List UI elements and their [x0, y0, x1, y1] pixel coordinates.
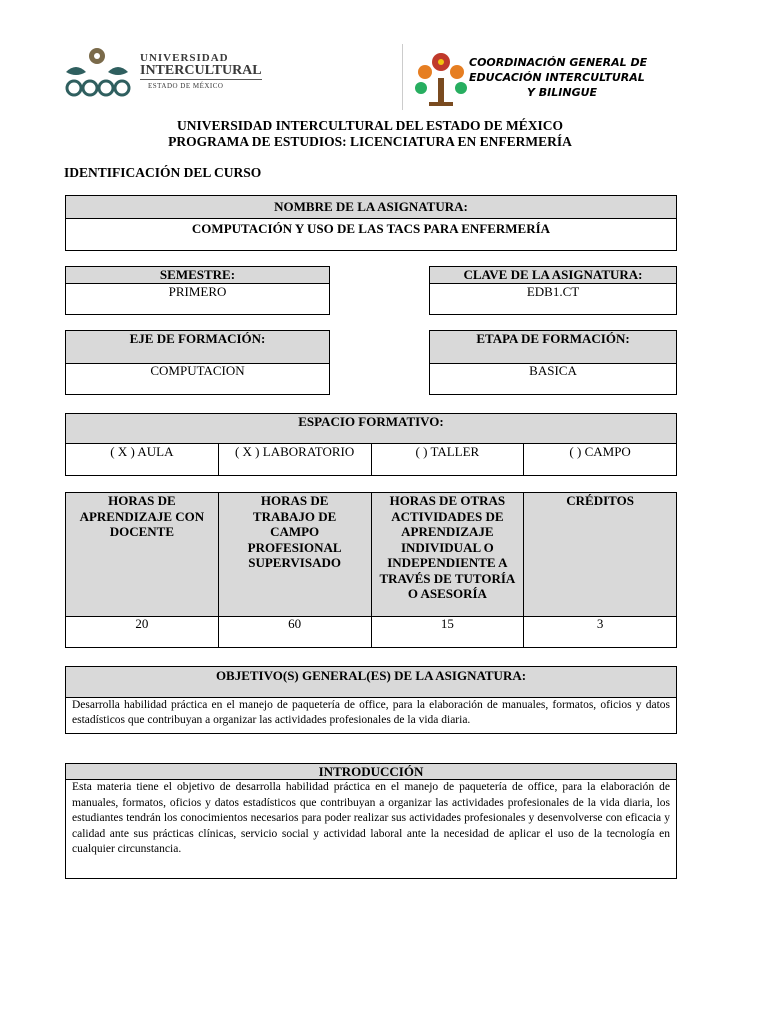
university-emblem-icon — [62, 44, 132, 100]
espacio-laboratorio: ( X ) LABORATORIO — [218, 444, 371, 476]
horas-value-docente: 20 — [66, 617, 219, 648]
introduccion-text: Esta materia tiene el objetivo de desarrolla habilidad práctica en el manejo de paquetería de office, para la elaboración de manuales, formatos, oficios y datos estadísticos que contribuyan a organizar las actividades profesionales de la vida diaria, los estudiantes tendrán los conocimientos necesarios para poder realizar sus actividades profesionales y desenvolverse con eficacia y calidad ante sus prácticas clínicas, servicio social y actividad laboral ante la necesidad de aplicar el uso de la tecnología en cualquier circunstancia. — [72, 781, 670, 855]
horas-value-campo: 60 — [218, 617, 371, 648]
asignatura-label: NOMBRE DE LA ASIGNATURA: — [66, 196, 676, 219]
objetivo-box — [65, 666, 677, 734]
section-title: IDENTIFICACIÓN DEL CURSO — [64, 165, 262, 180]
asignatura-box — [65, 195, 677, 251]
header-university: UNIVERSIDAD INTERCULTURAL DEL ESTADO DE MÉXICO — [177, 118, 563, 133]
asignatura-value: COMPUTACIÓN Y USO DE LAS TACS PARA ENFERMERÍA — [191, 221, 551, 236]
header-program: PROGRAMA DE ESTUDIOS: LICENCIATURA EN ENFERMERÍA — [168, 134, 572, 149]
horas-header-docente: HORAS DE APRENDIZAJE CON DOCENTE — [66, 493, 219, 617]
university-logo — [62, 44, 262, 100]
espacio-aula: ( X ) AULA — [66, 444, 219, 476]
espacio-table — [65, 413, 677, 476]
logo-text-estado: ESTADO DE MÉXICO — [148, 82, 224, 90]
horas-value-otras: 15 — [371, 617, 524, 648]
clave-box — [429, 266, 677, 315]
semestre-label: SEMESTRE: — [66, 267, 329, 284]
espacio-campo: ( ) CAMPO — [524, 444, 677, 476]
espacio-label: ESPACIO FORMATIVO: — [66, 414, 677, 444]
horas-header-campo: HORAS DE TRABAJO DE CAMPO PROFESIONAL SUPERVISADO — [218, 493, 371, 617]
introduccion-label: INTRODUCCIÓN — [66, 764, 676, 780]
eje-value: COMPUTACION — [150, 363, 245, 378]
horas-header-creditos: CRÉDITOS — [524, 493, 677, 617]
logo-text-intercultural: INTERCULTURAL — [140, 63, 262, 78]
semestre-box — [65, 266, 330, 315]
coordinacion-logo — [402, 44, 679, 110]
etapa-value: BASICA — [529, 363, 577, 378]
introduccion-box — [65, 763, 677, 879]
coordinacion-line1: COORDINACIÓN GENERAL DE — [469, 56, 648, 69]
logo-text-universidad: UNIVERSIDAD — [140, 52, 229, 64]
espacio-taller: ( ) TALLER — [371, 444, 524, 476]
semestre-value: PRIMERO — [168, 284, 227, 299]
horas-table — [65, 492, 677, 648]
coordinacion-line2: EDUCACIÓN INTERCULTURAL — [469, 71, 645, 84]
coordinacion-line3: Y BILINGUE — [527, 86, 598, 99]
horas-value-creditos: 3 — [524, 617, 677, 648]
objetivo-text: Desarrolla habilidad práctica en el manejo de paquetería de office, para la elaboración de manuales, formatos, oficios y datos estadísticos que contribuyan a organizar las actividades profesionales de la vida diaria. — [72, 699, 670, 726]
clave-label: CLAVE DE LA ASIGNATURA: — [430, 267, 676, 284]
objetivo-label: OBJETIVO(S) GENERAL(ES) DE LA ASIGNATURA: — [66, 667, 676, 698]
eje-label: EJE DE FORMACIÓN: — [66, 331, 329, 364]
tree-of-life-icon — [413, 48, 469, 108]
clave-value: EDB1.CT — [526, 284, 580, 299]
eje-box — [65, 330, 330, 395]
etapa-label: ETAPA DE FORMACIÓN: — [430, 331, 676, 364]
horas-header-otras: HORAS DE OTRAS ACTIVIDADES DE APRENDIZAJE INDIVIDUAL O INDEPENDIENTE A TRAVÉS DE TUTORÍA O ASESORÍA — [371, 493, 524, 617]
etapa-box — [429, 330, 677, 395]
